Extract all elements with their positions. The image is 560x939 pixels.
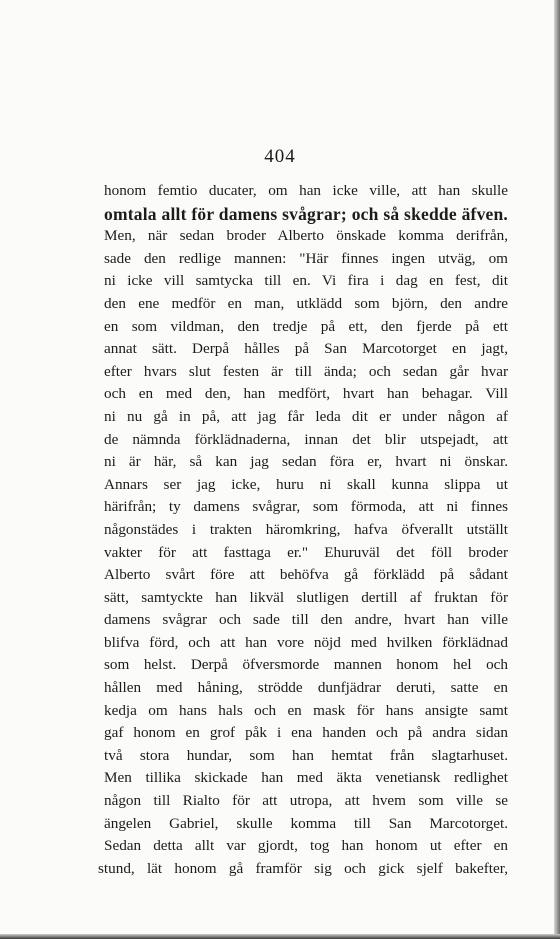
text-line: efter hvars slut festen är till ända; och sedan går hvar [104,362,508,380]
text-line: ni icke vill samtycka till en. Vi fira i dag en fest, dit [104,272,508,290]
text-line: Men, när sedan broder Alberto önskade komma derifrån, [104,227,508,245]
body-text [98,180,508,880]
text-line: ni är här, så kan jag sedan föra er, hvart ni önskar. [104,453,508,471]
text-line: annat sätt. Derpå hålles på San Marcotorget en jagt, [104,340,508,358]
text-line: vakter för att fasttaga er." Ehuruväl det föll broder [104,543,508,561]
page-number: 404 [264,146,296,167]
text-line: och en med den, han medfört, hvart han behagar. Vill [104,385,508,403]
page-edge-shadow [554,0,560,939]
text-line: damens svågrar och sade till den andre, hvart han ville [104,611,508,629]
text-line: Sedan detta allt var gjordt, tog han honom ut efter en [104,837,508,855]
text-line: Alberto svårt före att behöfva gå förklädd på sådant [104,566,508,584]
text-line: gaf honom en grof påk i ena handen och på andra sidan [104,724,508,742]
text-line: kedja om hans hals och en mask för hans ansigte samt [104,701,508,719]
text-line: ni nu gå in på, att jag får leda dit er under någon af [104,407,508,425]
text-line: sade den redlige mannen: "Här finnes ingen utväg, om [104,249,508,267]
text-line: någonstädes i trakten häromkring, hafva öfverallt utställt [104,520,508,538]
text-line: den ene medför en man, utklädd som björn, den andre [104,294,508,312]
text-line: blifva förd, och att han vore nöjd med hvilken förklädnad [104,633,508,651]
text-line: härifrån; ty damens svågrar, som förmoda, att ni finnes [104,498,508,516]
text-line: sätt, samtyckte han likväl slutligen dertill af fruktan för [104,588,508,606]
text-line: de nämnda förklädnaderna, innan det blir utspejadt, att [104,430,508,448]
text-line: hållen med håning, strödde dunfjädrar deruti, satte en [104,679,508,697]
text-line: Men tillika skickade han med äkta venetiansk redlighet [104,769,508,787]
text-line: någon till Rialto för att utropa, att hvem som ville se [104,792,508,810]
text-line: omtala allt för damens svågrar; och så skedde äfven. [104,203,508,224]
text-line: honom femtio ducater, om han icke ville, att han skulle [104,182,508,199]
text-line: Annars ser jag icke, huru ni skall kunna slippa ut [104,475,508,493]
text-line: ängelen Gabriel, skulle komma till San Marcotorget. [104,814,508,832]
text-line: som helst. Derpå öfversmorde mannen honom hel och [104,656,508,674]
text-line: en som vildman, den tredje på ett, den fjerde på ett [104,317,508,335]
text-line: två stora hundar, som han hemtat från slagtarhuset. [104,746,508,764]
page-bottom-edge [0,934,560,939]
text-line: stund, lät honom gå framför sig och gick sjelf bakefter, [98,859,508,877]
